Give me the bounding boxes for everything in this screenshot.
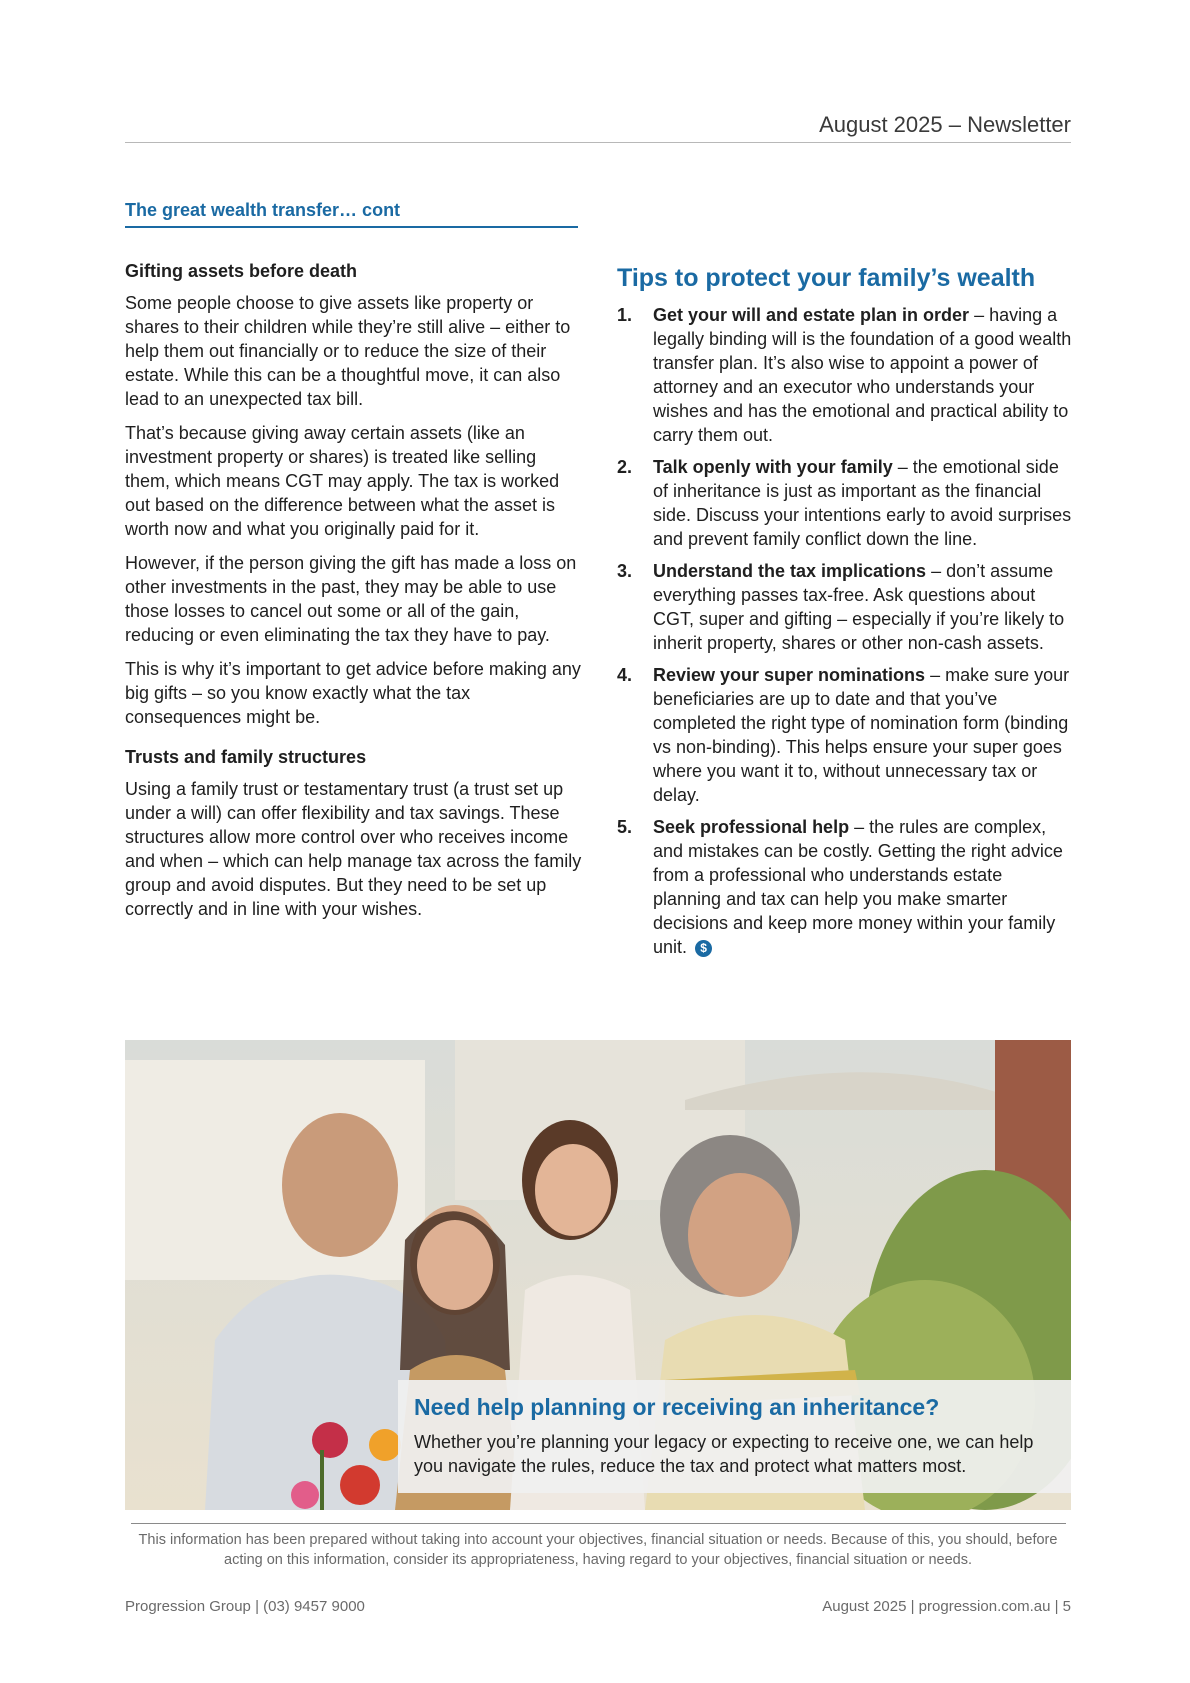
tip-number: 1. bbox=[617, 305, 633, 325]
right-column bbox=[617, 261, 1073, 967]
gifting-paragraph-2: That’s because giving away certain assets (like an investment property or shares) is treated like selling them, which means CGT may apply. The tax is worked out based on the difference between what the asset is worth now and what you originally paid for it. bbox=[125, 423, 560, 539]
tip-heading: Review your super nominations bbox=[653, 665, 926, 685]
callout-text: Whether you’re planning your legacy or expecting to receive one, we can help you navigate the rules, reduce the tax and protect what matters most. bbox=[414, 1432, 1034, 1476]
disclaimer-text: This information has been prepared without taking into account your objectives, financial situation or needs. Because of this, you should, before acting on this information, consider its appropriateness, having regard to your objectives, financial situation or needs. bbox=[138, 1532, 1058, 1568]
tips-list bbox=[617, 303, 1073, 959]
tip-text: – the rules are complex, and mistakes can be costly. Getting the right advice from a professional who understands estate planning and tax can help you make smarter decisions and keep more money within your family unit. bbox=[653, 817, 1063, 957]
tip-heading: Get your will and estate plan in order bbox=[653, 305, 970, 325]
tip-number: 4. bbox=[617, 665, 633, 685]
tip-text: – don’t assume everything passes tax-free. Ask questions about CGT, super and gifting – especially if you’re likely to inherit property, shares or other non-cash assets. bbox=[653, 561, 1065, 653]
money-bag-icon: $ bbox=[695, 940, 712, 957]
tip-text: – having a legally binding will is the foundation of a good wealth transfer plan. It’s also wise to appoint a power of attorney and an executor who understands your wishes and has the emotional and practical ability to carry them out. bbox=[653, 305, 1072, 445]
footer-page-info: August 2025 | progression.com.au | 5 bbox=[822, 1598, 1071, 1615]
tip-heading: Talk openly with your family bbox=[653, 457, 893, 477]
tip-item bbox=[617, 663, 1073, 807]
tip-number: 2. bbox=[617, 457, 633, 477]
tip-item bbox=[617, 455, 1073, 551]
gifting-paragraph-1: Some people choose to give assets like property or shares to their children while they’re still alive – either to help them out financially or to reduce the size of their estate. While this can be a thoughtful move, it can also lead to an unexpected tax bill. bbox=[125, 293, 571, 409]
gifting-paragraph-3: However, if the person giving the gift has made a loss on other investments in the past, they may be able to use those losses to cancel out some or all of the gain, reducing or even eliminating the tax they have to pay. bbox=[125, 553, 577, 645]
tip-item bbox=[617, 303, 1073, 447]
footer-contact: Progression Group | (03) 9457 9000 bbox=[125, 1598, 365, 1615]
tip-item bbox=[617, 815, 1073, 959]
inheritance-callout bbox=[398, 1380, 1071, 1493]
section-label: The great wealth transfer… cont bbox=[125, 200, 578, 228]
page-header bbox=[125, 108, 1071, 143]
tip-text: – the emotional side of inheritance is just as important as the financial side. Discuss your intentions early to avoid surprises and prevent family conflict down the line. bbox=[653, 457, 1072, 549]
left-column bbox=[125, 261, 585, 931]
callout-title: Need help planning or receiving an inheritance? bbox=[414, 1394, 940, 1420]
trusts-paragraph: Using a family trust or testamentary trust (a trust set up under a will) can offer flexibility and tax savings. These structures allow more control over who receives income and when – which can help manage tax across the family group and avoid disputes. But they need to be set up correctly and in line with your wishes. bbox=[125, 779, 582, 919]
tip-heading: Understand the tax implications bbox=[653, 561, 927, 581]
disclaimer-divider bbox=[131, 1523, 1066, 1524]
trusts-heading: Trusts and family structures bbox=[125, 747, 367, 767]
tip-text: – make sure your beneficiaries are up to date and that you’ve completed the right type of nomination form (binding vs non-binding). This helps ensure your super goes where you want it to, without unnecessary tax or delay. bbox=[653, 665, 1070, 805]
tips-title: Tips to protect your family’s wealth bbox=[617, 264, 1036, 292]
tip-heading: Seek professional help bbox=[653, 817, 850, 837]
newsletter-title: August 2025 – Newsletter bbox=[819, 112, 1071, 137]
gifting-paragraph-4: This is why it’s important to get advice before making any big gifts – so you know exactly what the tax consequences might be. bbox=[125, 659, 581, 727]
tip-number: 3. bbox=[617, 561, 633, 581]
tip-item bbox=[617, 559, 1073, 655]
gifting-heading: Gifting assets before death bbox=[125, 261, 358, 281]
tip-number: 5. bbox=[617, 817, 633, 837]
